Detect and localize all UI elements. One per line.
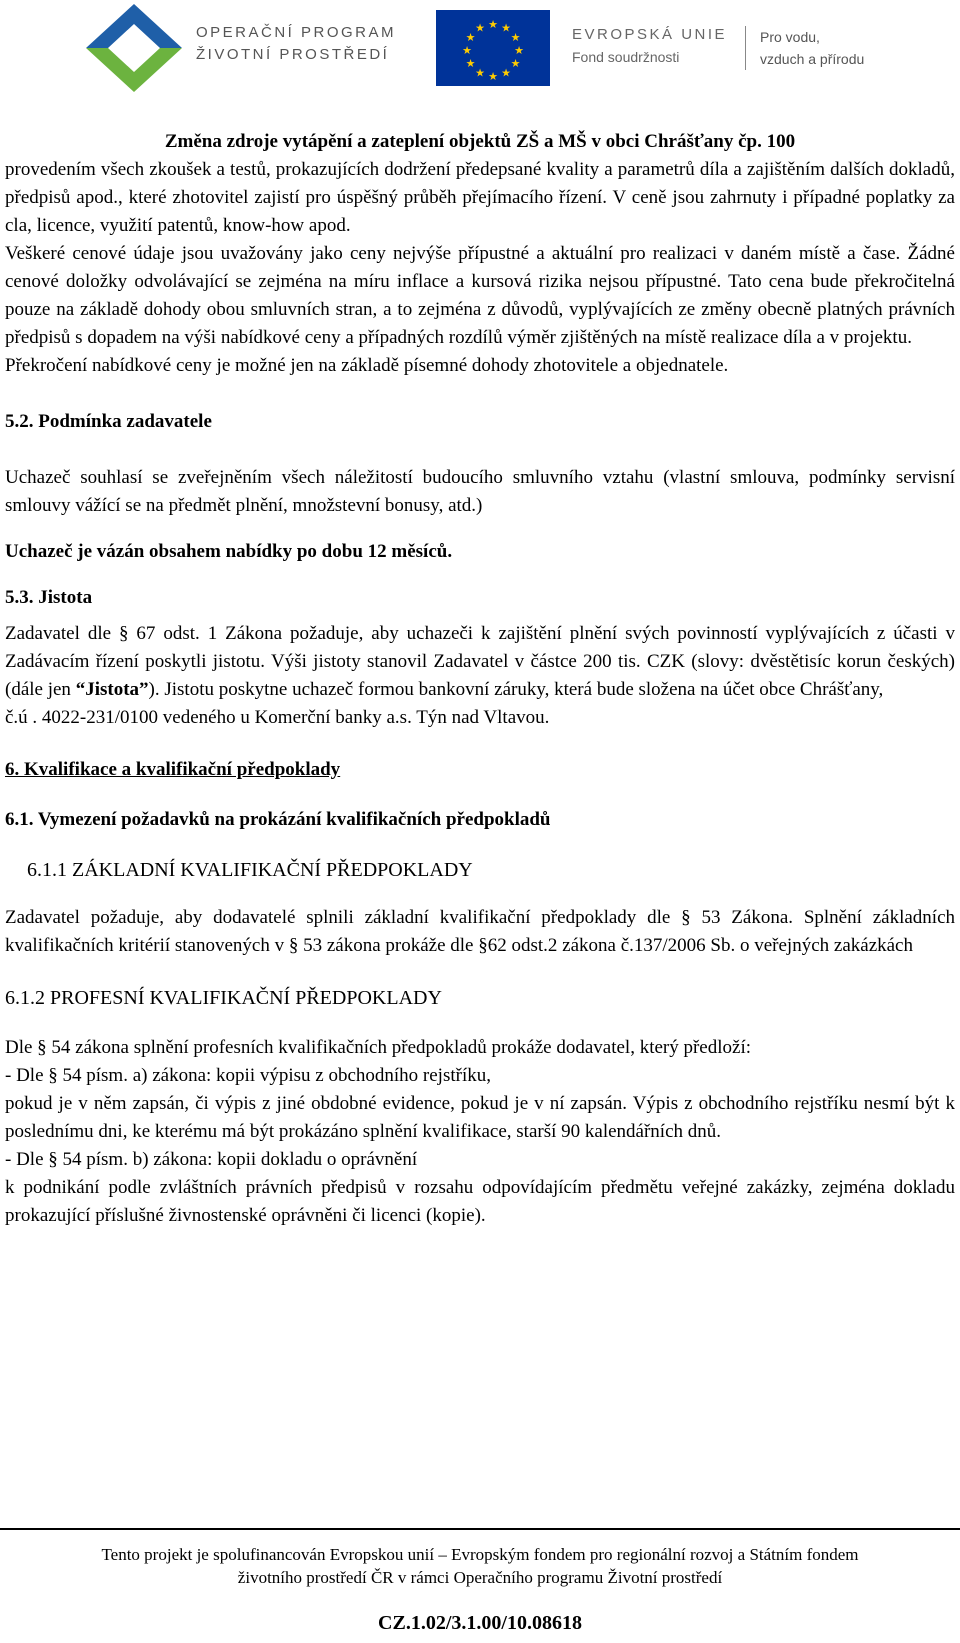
footer-line1: Tento projekt je spolufinancován Evropskou unií – Evropským fondem pro regionální rozvoj a Státním fondem (101, 1545, 859, 1564)
eu-fund-name (572, 24, 727, 68)
paragraph-register-extract: pokud je v něm zapsán, či výpis z jiné obdobné evidence, pokud je v ní zapsán. Výpis z obchodního rejstříku nesmí být k poslednímu dni, ke kterému má být prokázáno splnění kvalifikace, starší 90 kalendářních dnů. (5, 1093, 955, 1142)
guarantee-term: “Jistota” (75, 679, 149, 700)
eu-line1: EVROPSKÁ UNIE (572, 26, 728, 43)
svg-text:★: ★ (514, 44, 524, 57)
heading-6-1-1: 6.1.1 ZÁKLADNÍ KVALIFIKAČNÍ PŘEDPOKLADY (27, 859, 473, 881)
svg-text:★: ★ (488, 70, 498, 83)
paragraph-bank-account: č.ú . 4022-231/0100 vedeného u Komerční banky a.s. Týn nad Vltavou. (5, 707, 550, 728)
op-zp-logo-icon (84, 2, 184, 94)
heading-5-2: 5.2. Podmínka zadavatele (5, 411, 212, 432)
heading-6-1-2: 6.1.2 PROFESNÍ KVALIFIKAČNÍ PŘEDPOKLADY (5, 987, 442, 1009)
paragraph-basic-qualification: Zadavatel požaduje, aby dodavatelé splnili základní kvalifikační předpoklady dle § 53 Zákona. Splnění základních kvalifikačních kritérií stanovených v § 53 zákona prokáže dle §62 odst.2 zákona č.137/2006 Sb. o veřejných zakázkách (5, 907, 955, 956)
svg-text:★: ★ (488, 18, 498, 31)
op-program-name (196, 22, 396, 66)
svg-text:★: ★ (510, 57, 521, 70)
heading-6-1: 6.1. Vymezení požadavků na prokázání kvalifikačních předpokladů (5, 809, 551, 830)
paragraph-price-limits: Veškeré cenové údaje jsou uvažovány jako ceny nejvýše přípustné a aktuální pro realizaci v daném místě a čase. Žádné cenové doložky odvolávající se zejména na míru inflace a kursová rizika nejsou přípustné. Tato cena bude překročitelná pouze na základě dohody obou smluvních stran, a to zejména z důvodů, vyplývajících ze změny obecně platných právních předpisů s dopadem na výši nabídkové ceny a případných rozdílů výměr zjištěných na místě realizace díla a v projektu. (5, 243, 955, 348)
paragraph-professional-qualification: Dle § 54 zákona splnění profesních kvalifikačních předpokladů prokáže dodavatel, který předloží: (5, 1037, 752, 1058)
eu-slogan (760, 26, 864, 70)
paragraph-price-scope: provedením všech zkoušek a testů, prokazujících dodržení předepsané kvality a parametrů díla a zajištěním dalších dokladů, předpisů apod., které zhotovitel zajistí pro úspěšný průběh přejímacího řízení. V ceně jsou zahrnuty i případné poplatky za cla, licence, využití patentů, know-how apod. (5, 159, 955, 236)
heading-5-3: 5.3. Jistota (5, 587, 93, 608)
svg-text:★: ★ (462, 44, 472, 57)
page-header (0, 0, 960, 100)
svg-text:★: ★ (510, 31, 521, 44)
svg-text:★: ★ (465, 57, 476, 70)
paragraph-offer-validity: Uchazeč je vázán obsahem nabídky po dobu 12 měsíců. (5, 541, 453, 562)
heading-6: 6. Kvalifikace a kvalifikační předpoklady (5, 759, 341, 780)
paragraph-publication-consent: Uchazeč souhlasí se zveřejněním všech náležitostí budoucího smluvního vztahu (vlastní smlouva, podmínky servisní smlouvy vážící se na předmět plnění, množstevní bonusy, atd.) (5, 467, 955, 516)
guarantee-text-c: ). Jistotu poskytne uchazeč formou bankovní záruky, která bude složena na účet obce Chrášťany, (148, 679, 884, 700)
header-divider (745, 26, 746, 70)
paragraph-business-license: k podnikání podle zvláštních právních předpisů v rozsahu odpovídajícím předmětu veřejné zakázky, zejména dokladu prokazující příslušné živnostenské oprávněni či licenci (kopie). (5, 1177, 955, 1226)
slogan-line1: Pro vodu, (760, 29, 820, 45)
svg-text:★: ★ (501, 66, 511, 80)
guarantee-text-a: Zadavatel dle § 67 odst. 1 Zákona požaduje, aby uchazeči k zajištění plnění svých povinností vyplývajících z účasti v Zadávacím řízení poskytli jistotu. Výši jistoty stanovil Zadavatel v částce 200 tis. CZK (slovy: dvěstětisíc korun českých) (dále jen (5, 623, 955, 700)
op-line1: OPERAČNÍ PROGRAM (196, 24, 397, 41)
svg-text:★: ★ (475, 66, 485, 80)
list-item-54b: - Dle § 54 písm. b) zákona: kopii dokladu o oprávnění (5, 1149, 418, 1170)
svg-text:★: ★ (465, 31, 476, 44)
footer-line2: životního prostředí ČR v rámci Operačního programu Životní prostředí (237, 1568, 723, 1587)
paragraph-price-exceed: Překročení nabídkové ceny je možné jen na základě písemné dohody zhotovitele a objednatele. (5, 355, 729, 376)
slogan-line2: vzduch a přírodu (760, 51, 865, 67)
op-line2: ŽIVOTNÍ PROSTŘEDÍ (196, 46, 390, 63)
project-code: CZ.1.02/3.1.00/10.08618 (378, 1612, 582, 1634)
list-item-54a: - Dle § 54 písm. a) zákona: kopii výpisu z obchodního rejstříku, (5, 1065, 491, 1086)
document-title: Změna zdroje vytápění a zateplení objektů ZŠ a MŠ v obci Chrášťany čp. 100 (164, 131, 796, 152)
paragraph-guarantee (5, 620, 955, 704)
svg-text:★: ★ (475, 21, 485, 35)
footer-divider (0, 1528, 960, 1530)
footer-funding-note (0, 1543, 960, 1589)
svg-text:★: ★ (501, 21, 511, 35)
document-body (5, 128, 955, 1230)
eu-flag-icon (436, 10, 550, 86)
eu-line2: Fond soudržnosti (572, 49, 680, 65)
